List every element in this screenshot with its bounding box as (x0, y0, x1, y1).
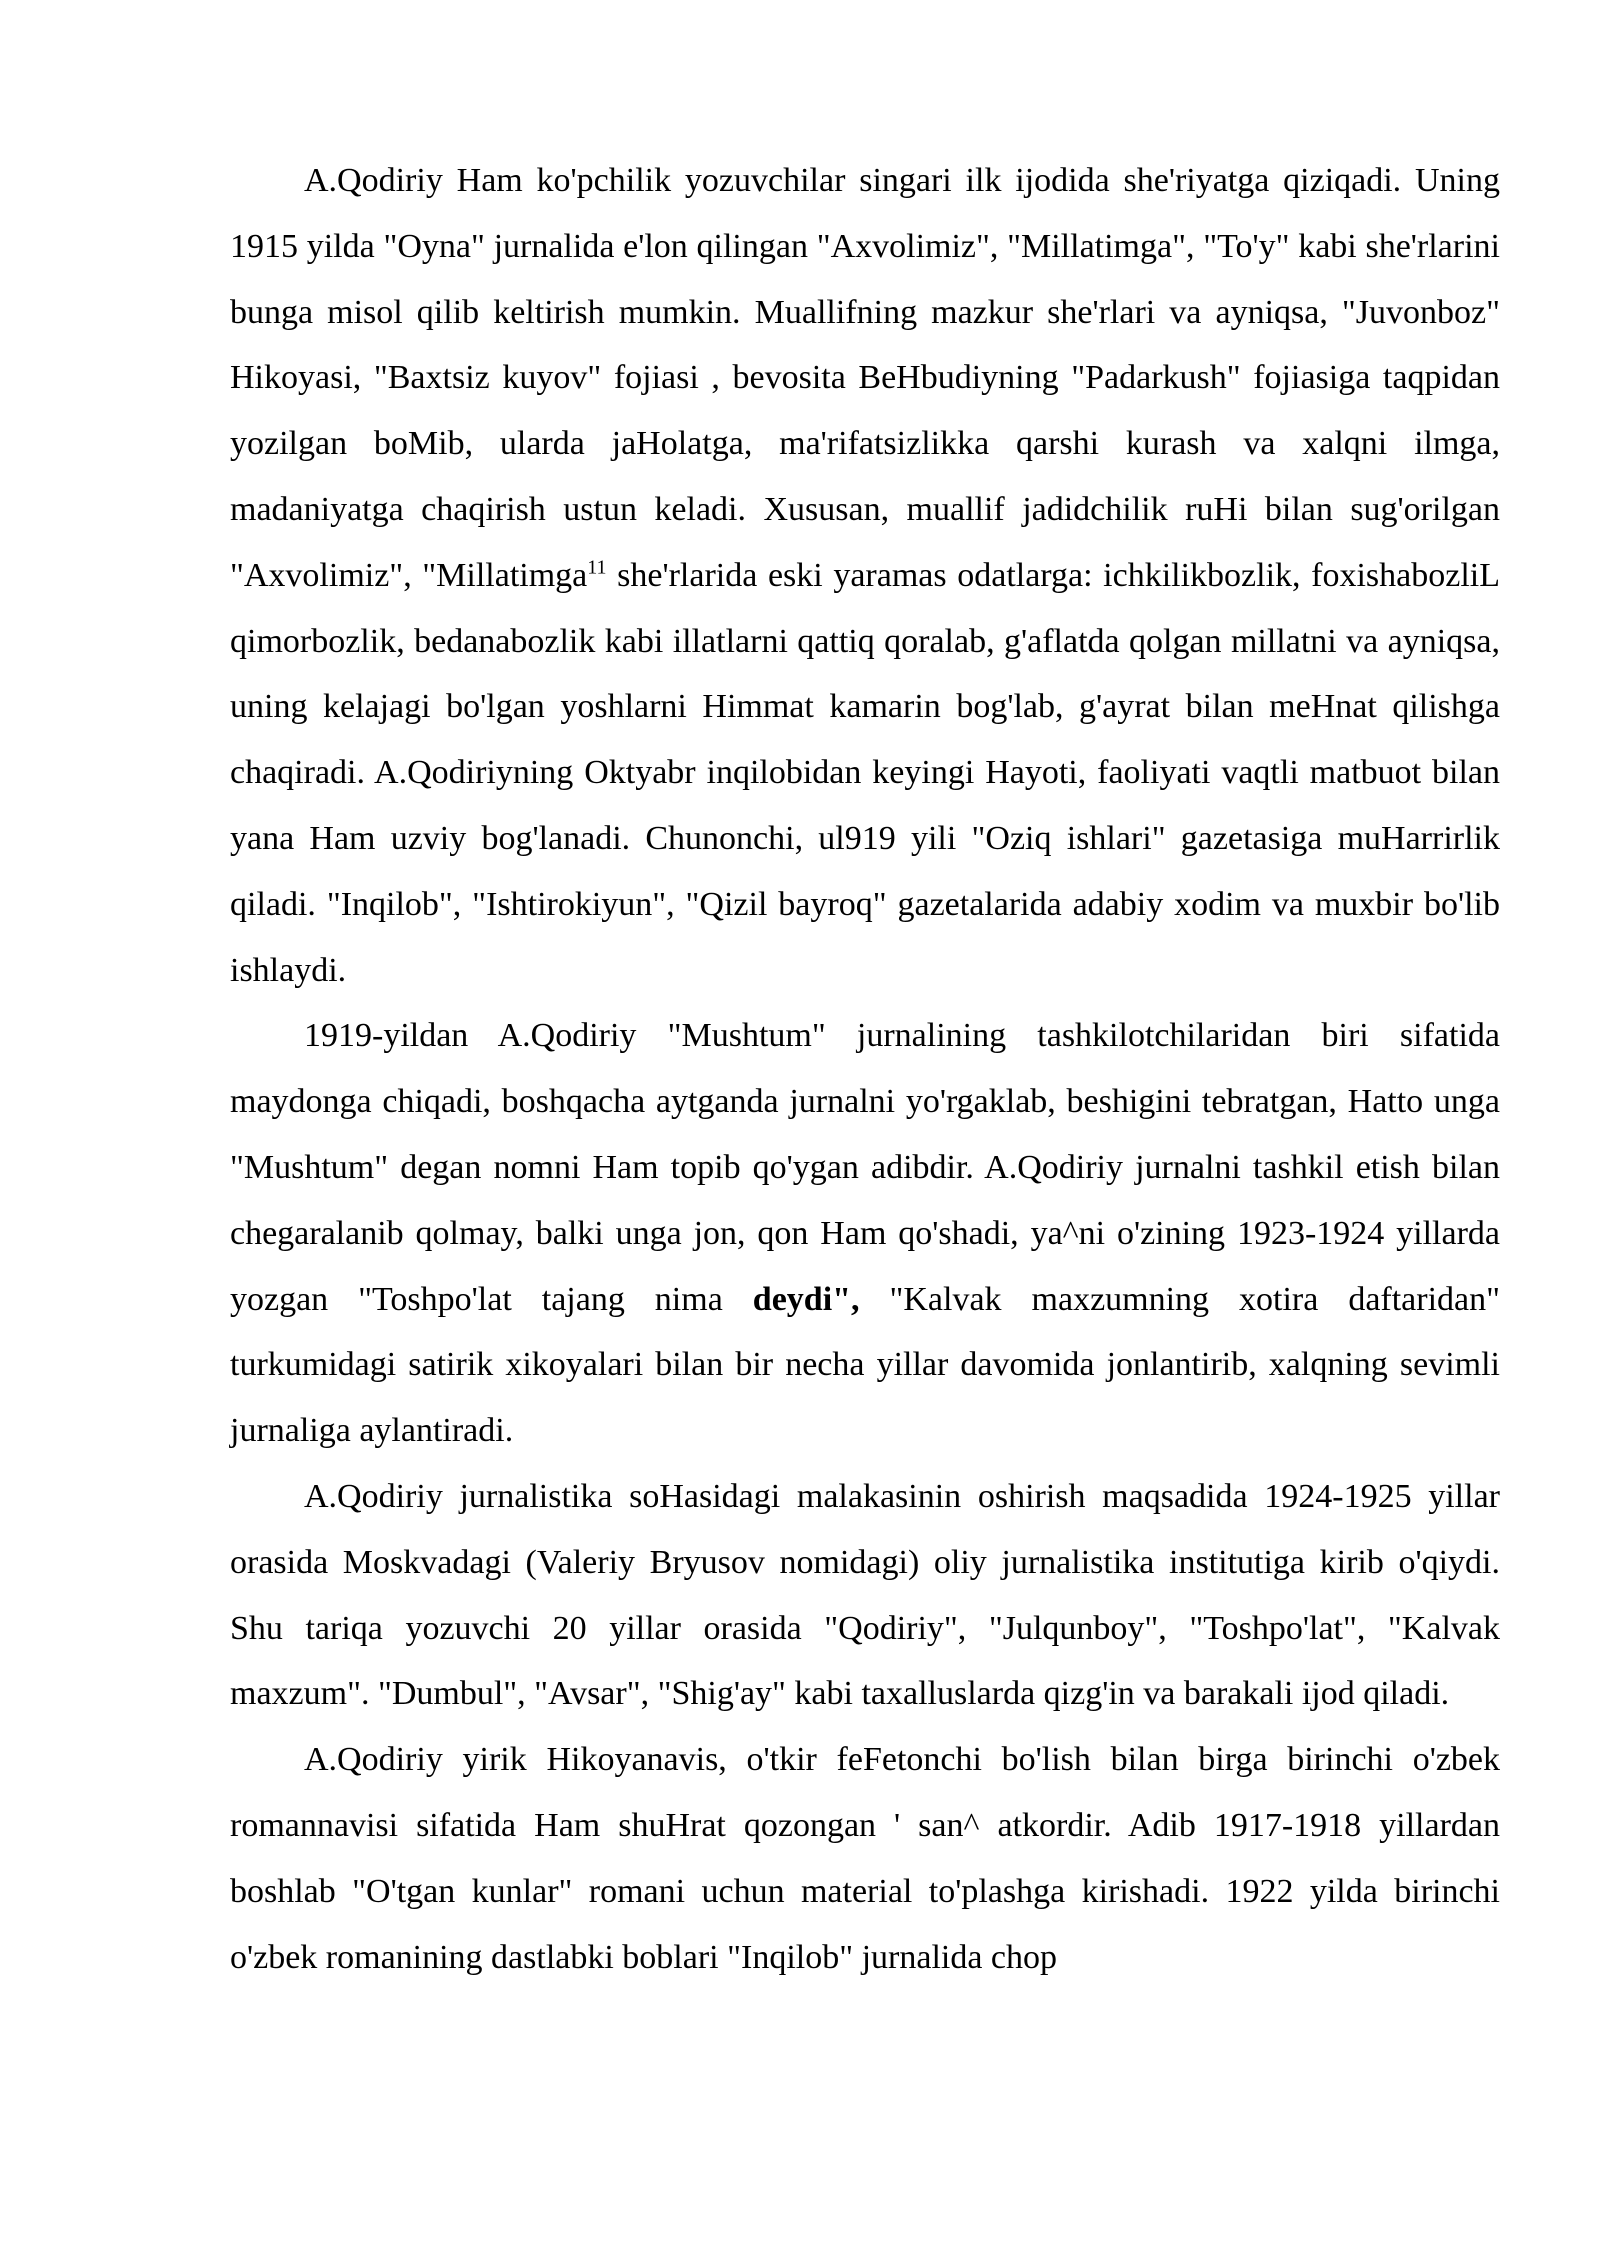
paragraph-4 (230, 1727, 1500, 1990)
paragraph-2 (230, 1003, 1500, 1464)
document-page (230, 148, 1500, 1990)
paragraph-1-text-b: she'rlarida eski yaramas odatlarga: ichkilikbozlik, foxishabozliL qimorbozlik, bedanabozlik kabi illatlarni qattiq qoralab, g'aflatda qolgan millatni va ayniqsa, uning kelajagi bo'lgan yoshlarni Himmat kamarin bog'lab, g'ayrat bilan meHnat qilishga chaqiradi. A.Qodiriyning Oktyabr inqilobidan keyingi Hayoti, faoliyati vaqtli matbuot bilan yana Ham uzviy bog'lanadi. Chunonchi, ul919 yili "Oziq ishlari" gazetasiga muHarrirlik qiladi. "Inqilob", "Ishtirokiyun", "Qizil bayroq" gazetalarida adabiy xodim va muxbir bo'lib ishlaydi. (230, 556, 1500, 989)
paragraph-2-text-b: "Kalvak maxzumning xotira daftaridan" turkumidagi satirik xikoyalari bilan bir necha yillar davomida jonlantirib, xalqning sevimli jurnaliga aylantiradi. (230, 1280, 1501, 1450)
paragraph-2-text-a: 1919-yildan A.Qodiriy "Mushtum" jurnalining tashkilotchilaridan biri sifatida maydonga chiqadi, boshqacha aytganda jurnalni yo'rgaklab, beshigini tebratgan, Hatto unga "Mushtum" degan nomni Ham topib qo'ygan adibdir. A.Qodiriy jurnalni tashkil etish bilan chegaralanib qolmay, balki unga jon, qon Ham qo'shadi, ya^ni o'zining 1923-1924 yillarda yozgan "Toshpo'lat tajang nima (230, 1017, 1500, 1318)
footnote-marker: 11 (587, 556, 607, 579)
paragraph-3-text: A.Qodiriy jurnalistika soHasidagi malakasinin oshirish maqsadida 1924-1925 yillar orasida Moskvadagi (Valeriy Bryusov nomidagi) oliy jurnalistika institutiga kirib o'qiydi. Shu tariqa yozuvchi 20 yillar orasida "Qodiriy", "Julqunboy", "Toshpo'lat", "Kalvak maxzum". "Dumbul", "Avsar", "Shig'ay" kabi taxalluslarda qizg'in va barakali ijod qiladi. (230, 1477, 1500, 1713)
paragraph-4-text: A.Qodiriy yirik Hikoyanavis, o'tkir feFetonchi bo'lish bilan birga birinchi o'zbek romannavisi sifatida Ham shuHrat qozongan ' san^ atkordir. Adib 1917-1918 yillardan boshlab "O'tgan kunlar" romani uchun material to'plashga kirishadi. 1922 yilda birinchi o'zbek romanining dastlabki boblari "Inqilob" jurnalida chop (230, 1741, 1500, 1976)
paragraph-2-bold-text: deydi", (752, 1280, 860, 1318)
paragraph-1-text-a: A.Qodiriy Ham ko'pchilik yozuvchilar singari ilk ijodida she'riyatga qiziqadi. Uning 1915 yilda "Oyna" jurnalida e'lon qilingan "Axvolimiz", "Millatimga", "To'y" kabi she'rlarini bunga misol qilib keltirish mumkin. Muallifning mazkur she'rlari va ayniqsa, "Juvonboz" Hikoyasi, "Baxtsiz kuyov" fojiasi , bevosita BeHbudiyning "Padarkush" fojiasiga taqpidan yozilgan boMib, ularda jaHolatga, ma'rifatsizlikka qarshi kurash va xalqni ilmga, madaniyatga chaqirish ustun keladi. Xususan, muallif jadidchilik ruHi bilan sug'orilgan "Axvolimiz", "Millatimga (230, 162, 1500, 594)
paragraph-3 (230, 1464, 1500, 1727)
paragraph-1 (230, 148, 1500, 1003)
